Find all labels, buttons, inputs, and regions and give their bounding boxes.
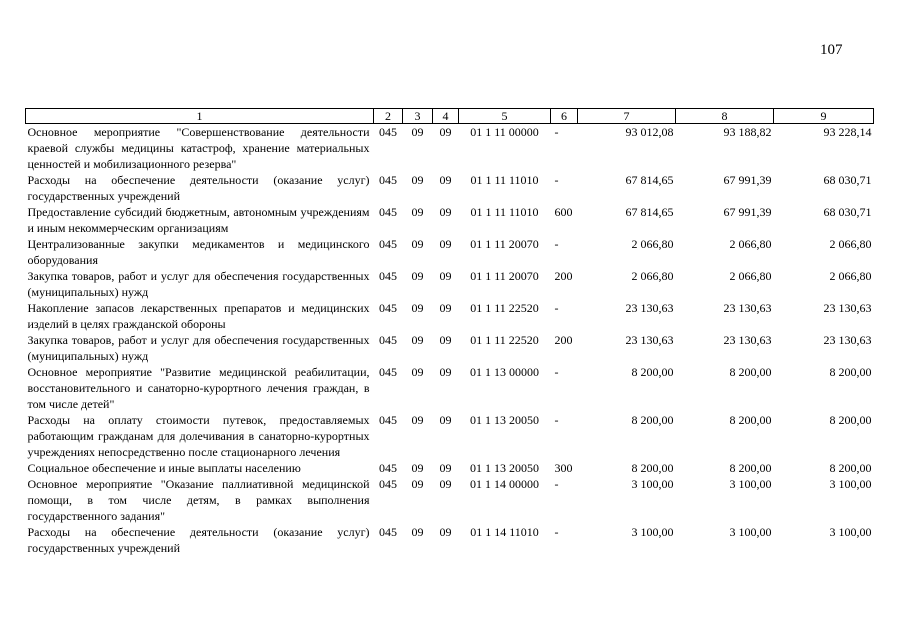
row-amount-col8-cell: 67 991,39 <box>723 205 772 219</box>
table-header <box>26 109 874 124</box>
row-target-article-cell: 01 1 11 11010 <box>470 205 539 219</box>
row-amount-col9-cell: 68 030,71 <box>823 205 872 219</box>
row-grbs-cell: 045 <box>379 333 397 347</box>
row-expense-type-cell: 200 <box>554 333 573 347</box>
header-cell-2: 2 <box>374 109 403 124</box>
row-expense-type-cell: - <box>554 477 559 491</box>
row-section-cell: 09 <box>411 205 424 219</box>
row-subsection-cell: 09 <box>439 173 452 187</box>
row-grbs-cell: 045 <box>379 477 397 491</box>
row-amount-col8-cell: 23 130,63 <box>723 301 772 315</box>
row-amount-col8-cell: 2 066,80 <box>729 237 772 251</box>
row-amount-col8-cell: 3 100,00 <box>729 525 772 539</box>
row-expense-type-cell: - <box>554 237 559 251</box>
row-target-article-cell: 01 1 13 00000 <box>470 365 539 379</box>
row-amount-col7-cell: 8 200,00 <box>631 461 674 475</box>
row-name-cell: Социальное обеспечение и иные выплаты населению <box>27 461 301 475</box>
row-amount-col9-cell: 23 130,63 <box>823 301 872 315</box>
row-expense-type-cell: - <box>554 525 559 539</box>
row-subsection-cell: 09 <box>439 365 452 379</box>
row-subsection-cell: 09 <box>439 413 452 427</box>
row-amount-col7-cell: 2 066,80 <box>631 237 674 251</box>
row-expense-type-cell: 600 <box>554 205 573 219</box>
row-name-cell: Расходы на обеспечение деятельности (оказание услуг) государственных учреждений <box>27 525 370 555</box>
row-target-article-cell: 01 1 11 22520 <box>470 301 539 315</box>
row-section-cell: 09 <box>411 237 424 251</box>
row-name-cell: Расходы на оплату стоимости путевок, предоставляемых работающим гражданам для долечивания в санаторно-курортных учреждениях непосредственно после стационарного лечения <box>27 413 370 459</box>
table-row <box>26 124 874 173</box>
table-row <box>26 204 874 236</box>
row-name-cell: Расходы на обеспечение деятельности (оказание услуг) государственных учреждений <box>27 173 370 203</box>
row-name-cell: Закупка товаров, работ и услуг для обеспечения государственных (муниципальных) нужд <box>27 333 370 363</box>
row-amount-col8-cell: 3 100,00 <box>729 477 772 491</box>
table-body <box>26 124 874 557</box>
row-subsection-cell: 09 <box>439 477 452 491</box>
row-subsection-cell: 09 <box>439 333 452 347</box>
row-amount-col8-cell: 93 188,82 <box>723 125 772 139</box>
row-expense-type-cell: - <box>554 173 559 187</box>
row-amount-col7-cell: 3 100,00 <box>631 477 674 491</box>
table-row <box>26 364 874 412</box>
header-cell-1: 1 <box>26 109 374 124</box>
header-row <box>26 109 874 124</box>
row-target-article-cell: 01 1 14 11010 <box>470 525 539 539</box>
row-section-cell: 09 <box>411 461 424 475</box>
header-cell-8: 8 <box>676 109 774 124</box>
row-name-cell: Основное мероприятие "Совершенствование деятельности краевой службы медицины катастроф, хранение материальных ценностей и мобилизационного резерва" <box>27 125 370 171</box>
row-name-cell: Основное мероприятие "Оказание паллиативной медицинской помощи, в том числе детям, в рамках выполнения государственного задания" <box>27 477 370 523</box>
row-target-article-cell: 01 1 13 20050 <box>470 413 539 427</box>
table-row <box>26 332 874 364</box>
row-expense-type-cell: - <box>554 301 559 315</box>
row-target-article-cell: 01 1 13 20050 <box>470 461 539 475</box>
row-amount-col9-cell: 2 066,80 <box>829 269 872 283</box>
row-name-cell: Накопление запасов лекарственных препаратов и медицинских изделий в целях гражданской обороны <box>27 301 370 331</box>
row-amount-col9-cell: 8 200,00 <box>829 365 872 379</box>
table-row <box>26 524 874 556</box>
row-section-cell: 09 <box>411 301 424 315</box>
row-section-cell: 09 <box>411 333 424 347</box>
row-subsection-cell: 09 <box>439 461 452 475</box>
row-amount-col7-cell: 67 814,65 <box>625 173 674 187</box>
row-target-article-cell: 01 1 11 22520 <box>470 333 539 347</box>
row-subsection-cell: 09 <box>439 205 452 219</box>
row-expense-type-cell: - <box>554 413 559 427</box>
header-cell-9: 9 <box>774 109 874 124</box>
row-name-cell: Закупка товаров, работ и услуг для обеспечения государственных (муниципальных) нужд <box>27 269 370 299</box>
row-expense-type-cell: - <box>554 365 559 379</box>
row-target-article-cell: 01 1 11 11010 <box>470 173 539 187</box>
header-cell-5: 5 <box>459 109 551 124</box>
row-grbs-cell: 045 <box>379 413 397 427</box>
row-amount-col9-cell: 8 200,00 <box>829 413 872 427</box>
row-section-cell: 09 <box>411 125 424 139</box>
row-grbs-cell: 045 <box>379 173 397 187</box>
table-row <box>26 268 874 300</box>
row-amount-col7-cell: 8 200,00 <box>631 413 674 427</box>
row-expense-type-cell: 300 <box>554 461 573 475</box>
table-row <box>26 172 874 204</box>
row-amount-col8-cell: 8 200,00 <box>729 365 772 379</box>
row-section-cell: 09 <box>411 173 424 187</box>
row-amount-col9-cell: 8 200,00 <box>829 461 872 475</box>
row-target-article-cell: 01 1 11 00000 <box>470 125 539 139</box>
row-amount-col7-cell: 23 130,63 <box>625 301 674 315</box>
table-row <box>26 236 874 268</box>
row-name-cell: Централизованные закупки медикаментов и медицинского оборудования <box>27 237 370 267</box>
row-grbs-cell: 045 <box>379 125 397 139</box>
row-section-cell: 09 <box>411 365 424 379</box>
row-grbs-cell: 045 <box>379 461 397 475</box>
table-row <box>26 412 874 460</box>
row-name-cell: Основное мероприятие "Развитие медицинской реабилитации, восстановительного и санаторно-курортного лечения граждан, в том числе детей" <box>27 365 370 411</box>
row-target-article-cell: 01 1 11 20070 <box>470 269 539 283</box>
row-amount-col8-cell: 67 991,39 <box>723 173 772 187</box>
row-expense-type-cell: 200 <box>554 269 573 283</box>
row-target-article-cell: 01 1 14 00000 <box>470 477 539 491</box>
table-row <box>26 300 874 332</box>
page-number: 107 <box>820 42 843 58</box>
row-amount-col7-cell: 2 066,80 <box>631 269 674 283</box>
row-amount-col7-cell: 23 130,63 <box>625 333 674 347</box>
row-amount-col8-cell: 2 066,80 <box>729 269 772 283</box>
row-subsection-cell: 09 <box>439 237 452 251</box>
row-section-cell: 09 <box>411 413 424 427</box>
row-target-article-cell: 01 1 11 20070 <box>470 237 539 251</box>
row-grbs-cell: 045 <box>379 205 397 219</box>
table-row <box>26 460 874 476</box>
row-amount-col9-cell: 3 100,00 <box>829 477 872 491</box>
row-amount-col9-cell: 2 066,80 <box>829 237 872 251</box>
row-expense-type-cell: - <box>554 125 559 139</box>
header-cell-3: 3 <box>403 109 433 124</box>
row-subsection-cell: 09 <box>439 269 452 283</box>
header-cell-6: 6 <box>551 109 578 124</box>
table-row <box>26 476 874 524</box>
row-grbs-cell: 045 <box>379 301 397 315</box>
row-subsection-cell: 09 <box>439 125 452 139</box>
row-amount-col7-cell: 93 012,08 <box>625 125 674 139</box>
row-amount-col8-cell: 8 200,00 <box>729 461 772 475</box>
row-section-cell: 09 <box>411 269 424 283</box>
row-section-cell: 09 <box>411 477 424 491</box>
row-amount-col7-cell: 8 200,00 <box>631 365 674 379</box>
row-amount-col9-cell: 23 130,63 <box>823 333 872 347</box>
budget-table <box>25 108 874 556</box>
row-amount-col9-cell: 93 228,14 <box>823 125 872 139</box>
row-amount-col8-cell: 8 200,00 <box>729 413 772 427</box>
row-amount-col7-cell: 67 814,65 <box>625 205 674 219</box>
row-name-cell: Предоставление субсидий бюджетным, автономным учреждениям и иным некоммерческим организациям <box>27 205 370 235</box>
row-amount-col7-cell: 3 100,00 <box>631 525 674 539</box>
row-amount-col9-cell: 3 100,00 <box>829 525 872 539</box>
row-grbs-cell: 045 <box>379 525 397 539</box>
row-subsection-cell: 09 <box>439 301 452 315</box>
row-grbs-cell: 045 <box>379 269 397 283</box>
row-section-cell: 09 <box>411 525 424 539</box>
row-grbs-cell: 045 <box>379 237 397 251</box>
row-subsection-cell: 09 <box>439 525 452 539</box>
row-amount-col9-cell: 68 030,71 <box>823 173 872 187</box>
row-amount-col8-cell: 23 130,63 <box>723 333 772 347</box>
header-cell-4: 4 <box>433 109 459 124</box>
row-grbs-cell: 045 <box>379 365 397 379</box>
header-cell-7: 7 <box>578 109 676 124</box>
